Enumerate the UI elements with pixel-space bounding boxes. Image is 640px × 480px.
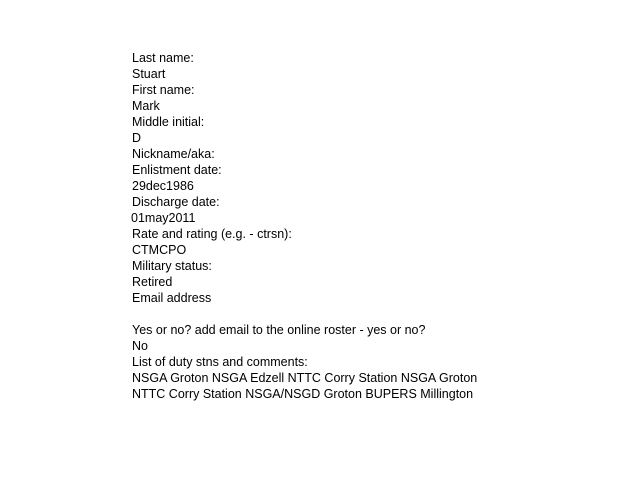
military-status-label: Military status: xyxy=(132,259,212,273)
last-name-value: Stuart xyxy=(132,67,166,81)
spacer xyxy=(132,306,632,322)
nickname-label: Nickname/aka: xyxy=(132,147,215,161)
middle-initial-value: D xyxy=(132,131,142,145)
duty-stations-label: List of duty stns and comments: xyxy=(132,355,308,369)
first-name-value: Mark xyxy=(132,99,160,113)
enlistment-date-value: 29dec1986 xyxy=(132,179,194,193)
enlistment-date-label: Enlistment date: xyxy=(132,163,222,177)
middle-initial-label: Middle initial: xyxy=(132,115,205,129)
discharge-date-value: 01may2011 xyxy=(131,211,196,225)
duty-stations-line-1: NSGA Groton NSGA Edzell NTTC Corry Station NSGA Groton xyxy=(132,371,478,385)
duty-stations-line-2: NTTC Corry Station NSGA/NSGD Groton BUPERS Millington xyxy=(132,387,474,401)
military-status-value: Retired xyxy=(132,275,173,289)
rate-rating-label: Rate and rating (e.g. - ctrsn): xyxy=(132,227,292,241)
record-form xyxy=(132,50,632,402)
rate-rating-value: CTMCPO xyxy=(132,243,187,257)
discharge-date-label: Discharge date: xyxy=(132,195,220,209)
email-address-label: Email address xyxy=(132,291,212,305)
first-name-label: First name: xyxy=(132,83,195,97)
roster-question-label: Yes or no? add email to the online roster - yes or no? xyxy=(132,323,426,337)
roster-answer-value: No xyxy=(132,339,148,353)
last-name-label: Last name: xyxy=(132,51,194,65)
